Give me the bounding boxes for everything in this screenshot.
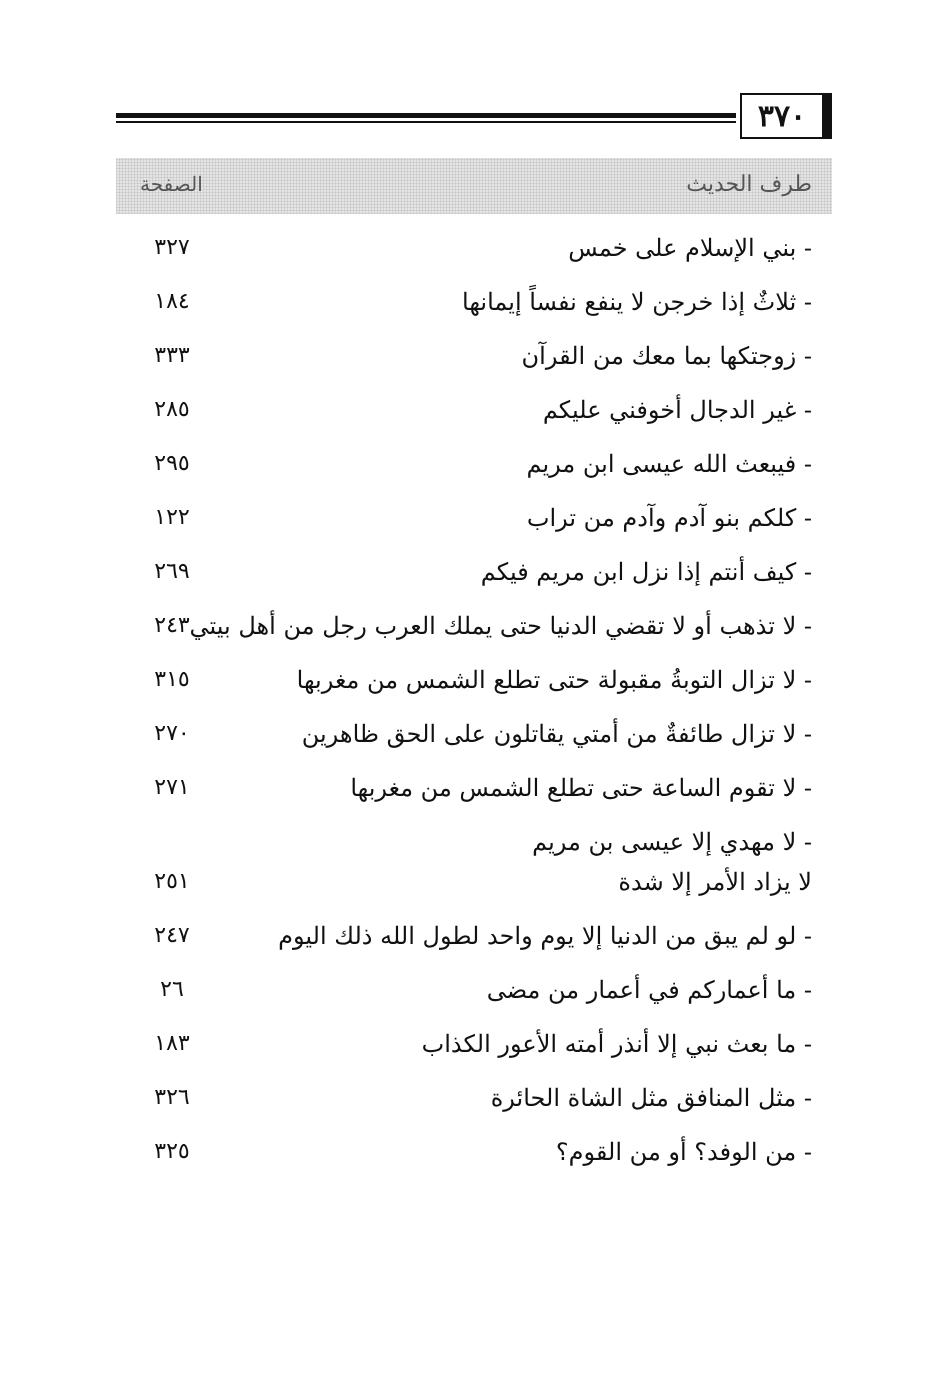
page-header	[116, 93, 832, 143]
hadith-text: - ما بعث نبي إلا أنذر أمته الأعور الكذاب	[421, 1030, 812, 1058]
hadith-text: - كلكم بنو آدم وآدم من تراب	[526, 504, 812, 532]
hadith-text: - فيبعث الله عيسى ابن مريم	[526, 450, 812, 478]
page-ref: ٣٣٣	[154, 343, 190, 368]
hadith-text: - من الوفد؟ أو من القوم؟	[555, 1138, 812, 1166]
index-row	[116, 596, 832, 650]
hadith-text-line-1: - لا مهدي إلا عيسى بن مريم	[532, 828, 812, 856]
index-row	[116, 542, 832, 596]
page-ref: ٢٨٥	[154, 397, 190, 422]
hadith-text: - لا تقوم الساعة حتى تطلع الشمس من مغربها	[350, 774, 812, 802]
page-ref: ٢٩٥	[154, 451, 190, 476]
index-row	[116, 704, 832, 758]
page-ref: ٢٧١	[154, 775, 190, 800]
page-ref: ٢٧٠	[154, 721, 190, 746]
page-ref: ٢٤٧	[154, 923, 190, 948]
hadith-text: - لا تزال التوبةُ مقبولة حتى تطلع الشمس من مغربها	[296, 666, 812, 694]
index-row	[116, 650, 832, 704]
header-rule-thick	[116, 113, 736, 118]
hadith-text: - غير الدجال أخوفني عليكم	[542, 396, 812, 424]
index-row	[116, 1068, 832, 1122]
hadith-text: - لا تذهب أو لا تقضي الدنيا حتى يملك العرب رجل من أهل بيتي	[189, 612, 812, 640]
column-title-page: الصفحة	[140, 172, 203, 196]
index-row	[116, 906, 832, 960]
page-ref: ٢٦٩	[154, 559, 190, 584]
hadith-text-line-2: لا يزاد الأمر إلا شدة	[618, 868, 812, 896]
page-ref: ٣١٥	[154, 667, 190, 692]
header-rule-thin	[116, 121, 736, 123]
index-row	[116, 218, 832, 272]
index-row	[116, 960, 832, 1014]
index-row	[116, 272, 832, 326]
page-ref: ٢٦	[160, 977, 184, 1002]
hadith-text: - لو لم يبق من الدنيا إلا يوم واحد لطول الله ذلك اليوم	[278, 922, 812, 950]
hadith-index-list	[116, 218, 832, 1176]
index-row	[116, 812, 832, 906]
index-row	[116, 758, 832, 812]
index-row	[116, 1122, 832, 1176]
hadith-text: - مثل المنافق مثل الشاة الحائرة	[490, 1084, 812, 1112]
page-ref: ١٢٢	[154, 505, 190, 530]
page-ref: ١٨٤	[154, 289, 190, 314]
page-ref: ٣٢٧	[154, 235, 190, 260]
hadith-text: - لا تزال طائفةٌ من أمتي يقاتلون على الحق ظاهرين	[301, 720, 812, 748]
index-row	[116, 326, 832, 380]
page-ref: ١٨٣	[154, 1031, 190, 1056]
hadith-text: - ما أعماركم في أعمار من مضى	[486, 976, 812, 1004]
index-row	[116, 434, 832, 488]
hadith-text: - كيف أنتم إذا نزل ابن مريم فيكم	[480, 558, 812, 586]
page-ref: ٢٥١	[154, 869, 190, 894]
column-header	[116, 158, 832, 214]
index-row	[116, 1014, 832, 1068]
hadith-text: - زوجتكها بما معك من القرآن	[521, 342, 812, 370]
index-row	[116, 488, 832, 542]
hadith-text: - ثلاثٌ إذا خرجن لا ينفع نفساً إيمانها	[462, 288, 812, 316]
page-number: ٣٧٠	[740, 93, 832, 139]
page-ref: ٣٢٦	[154, 1085, 190, 1110]
header-rule	[116, 111, 736, 125]
column-title-hadith: طرف الحديث	[686, 172, 812, 197]
page-ref: ٢٤٣	[154, 613, 190, 638]
index-row	[116, 380, 832, 434]
page-ref: ٣٢٥	[154, 1139, 190, 1164]
hadith-text	[532, 822, 812, 902]
hadith-text: - بني الإسلام على خمس	[568, 234, 812, 262]
